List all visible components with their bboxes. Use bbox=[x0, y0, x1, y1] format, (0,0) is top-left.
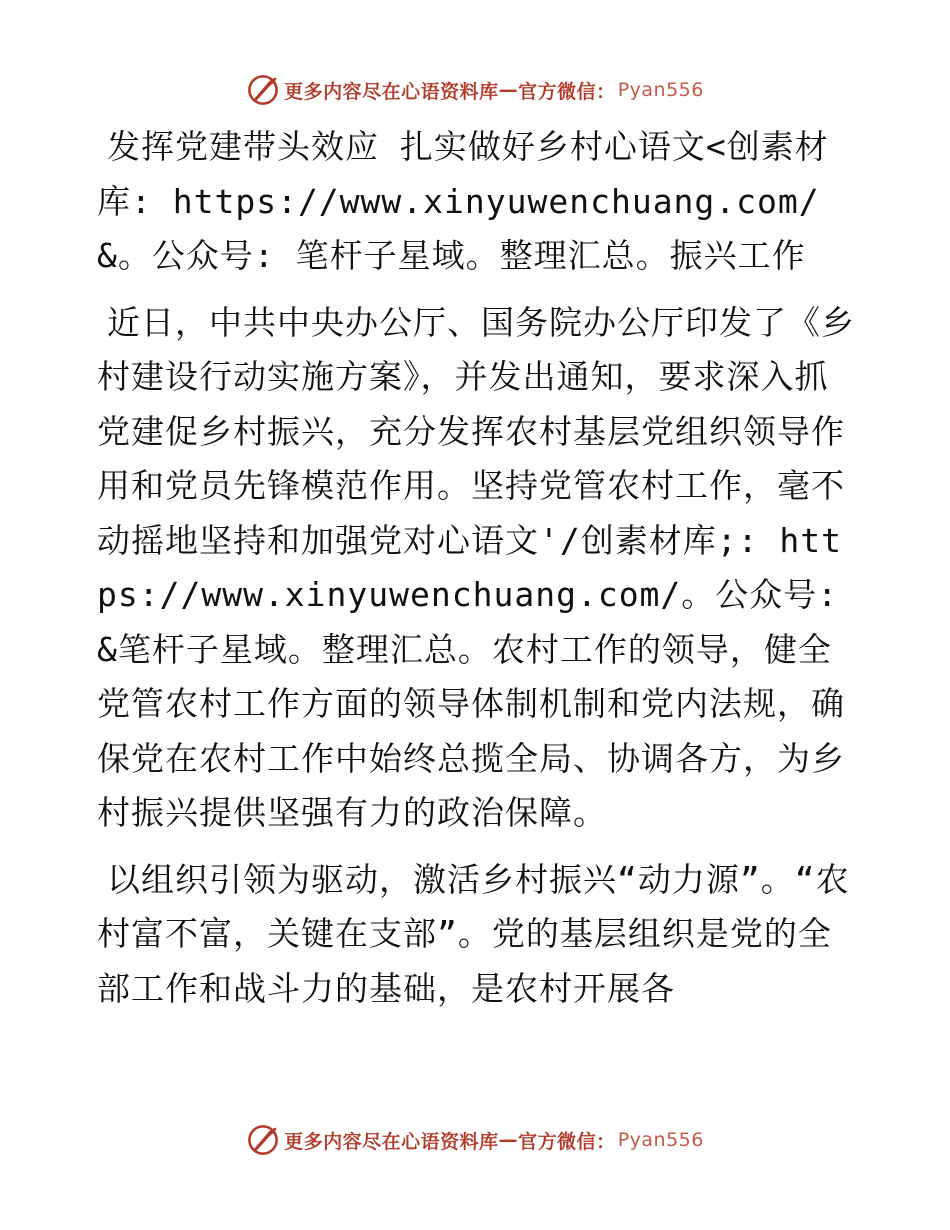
quill-pen-seal-icon bbox=[246, 73, 280, 107]
document-body bbox=[97, 120, 857, 1028]
banner-wechat-id: Pyan556 bbox=[617, 1129, 704, 1151]
banner-dash: — bbox=[498, 79, 519, 101]
paragraph-organization: 以组织引领为驱动，激活乡村振兴“动力源”。“农村富不富，关键在支部”。党的基层组织是党的全部工作和战斗力的基础，是农村开展各 bbox=[97, 859, 850, 1008]
paragraph-title: 发挥党建带头效应 扎实做好乡村心语文<创素材库: https://www.xinyuwenchuang.com/&。公众号: 笔杆子星域。整理汇总。振兴工作 bbox=[97, 127, 829, 275]
banner-wechat-id: Pyan556 bbox=[617, 79, 704, 101]
header-banner bbox=[0, 70, 950, 110]
banner-main-text: 更多内容尽在心语资料库 bbox=[284, 1130, 499, 1153]
banner-dash: — bbox=[498, 1129, 519, 1151]
banner-wechat-label: 官方微信： bbox=[518, 1130, 616, 1153]
paragraph-intro: 近日，中共中央办公厅、国务院办公厅印发了《乡村建设行动实施方案》，并发出通知，要求深入抓党建促乡村振兴，充分发挥农村基层党组织领导作用和党员先锋模范作用。坚持党管农村工作，毫不动摇地坚持和加强党对心语文'/创素材库;: https://www.xinyuwenchuang.com/。公众号: &笔杆子星域。整理汇总。农村工作的领导，健全党管农村工作方面的领导体制机制和党内法规，确保党在农村工作中始终总揽全局、协调各方，为乡村振兴提供坚强有力的政治保障。 bbox=[97, 302, 855, 832]
quill-pen-seal-icon bbox=[246, 1123, 280, 1157]
banner-main-text: 更多内容尽在心语资料库 bbox=[284, 80, 499, 103]
banner-wechat-label: 官方微信： bbox=[518, 80, 616, 103]
footer-banner bbox=[0, 1120, 950, 1160]
